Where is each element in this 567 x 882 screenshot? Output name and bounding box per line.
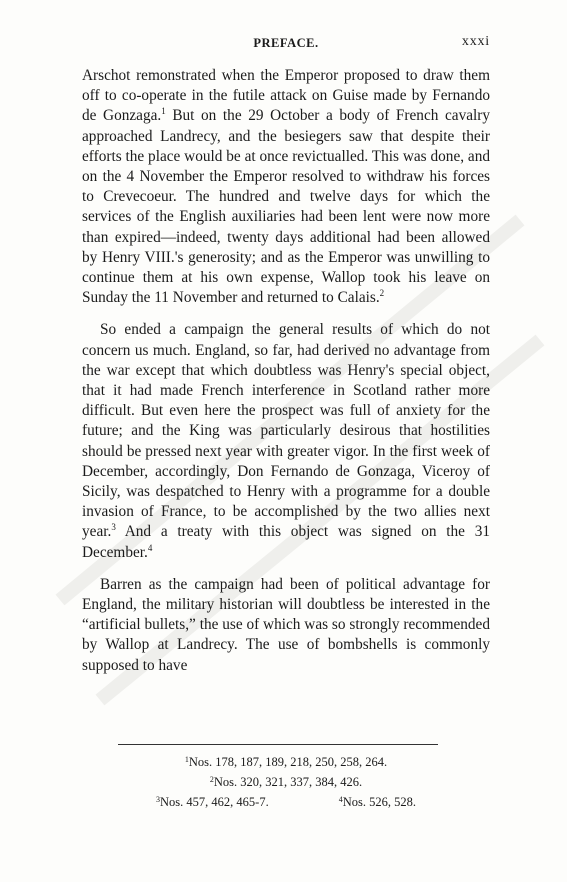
paragraph-2 xyxy=(82,320,490,562)
footnote-ref[interactable]: 3 xyxy=(111,522,116,533)
footnote-1 xyxy=(185,752,387,772)
footnote-4 xyxy=(339,792,416,812)
paragraph-text: So ended a campaign the general results of which do not concern us much. England, so far, had derived no advantage from the war except that which doubtless was Henry's special object, that it had made French interference in Scotland rather more difficult. But even here the prospect was full of anxiety for the future; and the King was particularly desirous that hostilities should be pressed next year with greater vigor. In the first week of December, accordingly, Don Fernando de Gonzaga, Viceroy of Sicily, was despatched to Henry with a programme for a double invasion of France, to be accomplished by the two allies next year. xyxy=(82,321,490,541)
paragraph-1 xyxy=(82,66,490,308)
footnote-mark: 3 xyxy=(156,795,161,804)
page xyxy=(82,34,490,688)
footnote-line-3 xyxy=(82,792,490,812)
footnote-mark: 1 xyxy=(184,755,189,764)
paragraph-3 xyxy=(82,575,490,676)
footnote-ref[interactable]: 4 xyxy=(147,542,153,553)
running-header xyxy=(82,34,490,56)
paragraph-text: Barren as the campaign had been of political advantage for England, the military historian will doubtless be interested in the “artificial bullets,” the use of which was so strongly recommended by Wallop at Landrecy. The use of bombshells is commonly supposed to have xyxy=(82,575,490,674)
footnote-ref[interactable]: 1 xyxy=(161,106,166,117)
footnote-line-2 xyxy=(82,772,490,792)
footnote-text: Nos. 178, 187, 189, 218, 250, 258, 264. xyxy=(188,755,388,769)
footnote-mark: 2 xyxy=(209,775,214,784)
paragraph-text: Arschot remonstrated when the Emperor proposed to draw them off to co-operate in the futile attack on Guise made by Fernando de Gonzaga. xyxy=(82,67,490,125)
footnote-text: Nos. 320, 321, 337, 384, 426. xyxy=(213,775,363,789)
paragraph-text: But on the 29 October a body of French cavalry approached Landrecy, and the besiegers saw that despite their efforts the place would be at once revictualled. This was done, and on the 4 November the Emperor resolved to withdraw his forces to Crevecoeur. The hundred and twelve days for which the services of the English auxiliaries had been lent were now more than expired—indeed, twenty days additional had been allowed by Henry VIII.'s generosity; and as the Emperor was unwilling to continue them at his own expense, Wallop took his leave on Sunday the 11 November and returned to Calais. xyxy=(82,107,490,307)
running-title: PREFACE. xyxy=(253,36,319,50)
footnote-mark: 4 xyxy=(338,795,343,804)
body-text xyxy=(82,66,490,676)
footnote-text: Nos. 457, 462, 465-7. xyxy=(160,795,269,809)
footnote-divider xyxy=(118,744,438,745)
page-number: xxxi xyxy=(461,34,490,49)
footnote-line-1 xyxy=(82,752,490,772)
footnote-3 xyxy=(156,792,269,812)
paragraph-text: And a treaty with this object was signed on the 31 December. xyxy=(82,523,490,561)
footnote-2 xyxy=(210,772,362,792)
footnote-ref[interactable]: 2 xyxy=(379,288,385,299)
footnote-text: Nos. 526, 528. xyxy=(342,795,416,809)
footnotes xyxy=(82,752,490,812)
